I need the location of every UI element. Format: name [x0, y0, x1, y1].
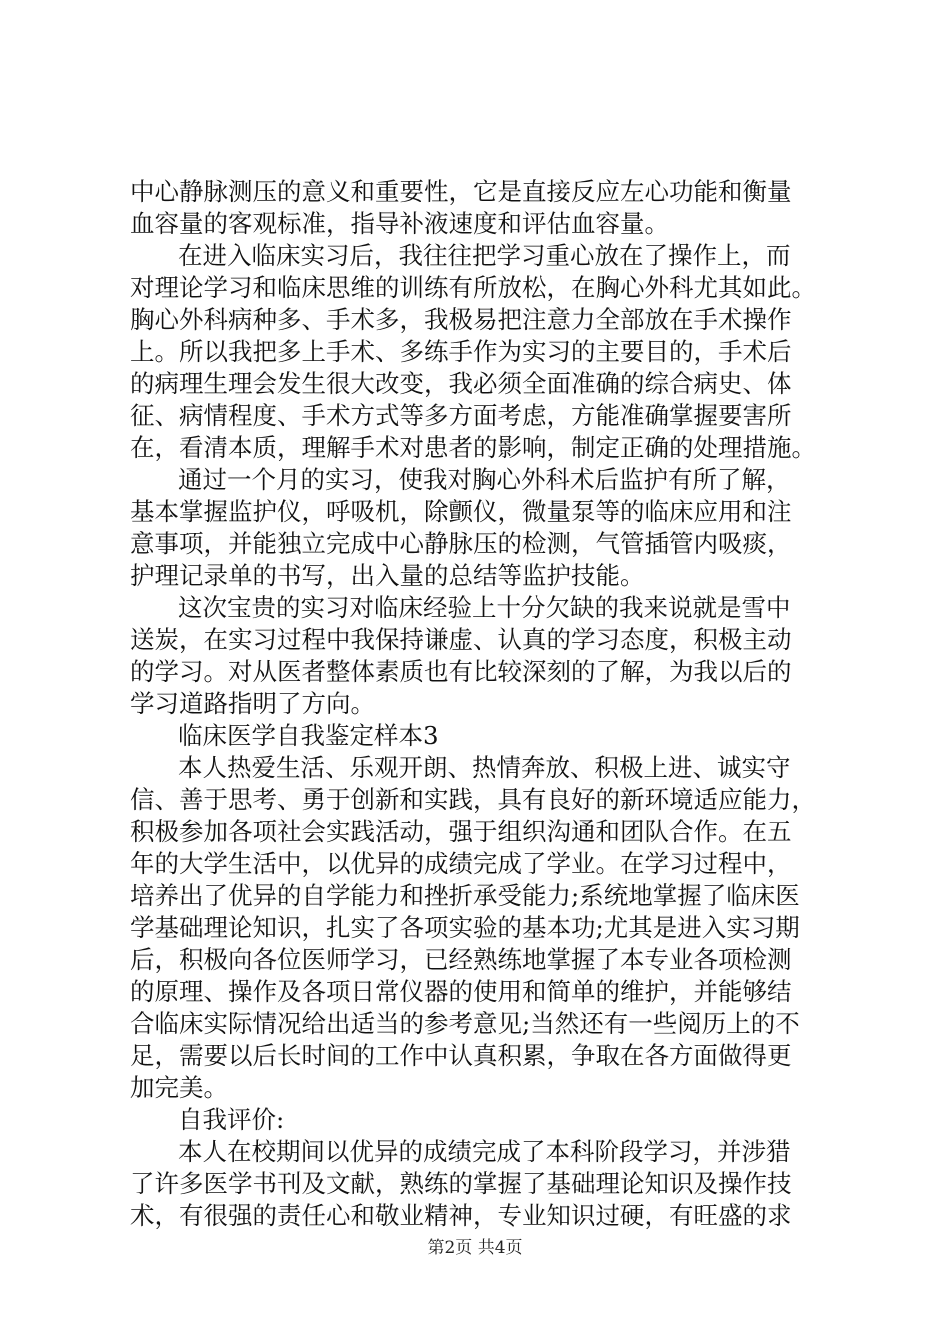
text-line: 意事项，并能独立完成中心静脉压的检测，气管插管内吸痰，	[130, 529, 792, 558]
text-line: 在进入临床实习后，我往往把学习重心放在了操作上，而	[178, 241, 791, 270]
text-line: 加完美。	[130, 1073, 228, 1102]
text-line: 了许多医学书刊及文献，熟练的掌握了基础理论知识及操作技	[130, 1169, 792, 1198]
text-line: 在，看清本质，理解手术对患者的影响，制定正确的处理措施。	[130, 433, 816, 462]
text-line: 通过一个月的实习，使我对胸心外科术后监护有所了解，	[178, 465, 791, 494]
text-line: 足，需要以后长时间的工作中认真积累，争取在各方面做得更	[130, 1041, 792, 1070]
text-line: 征、病情程度、手术方式等多方面考虑，方能准确掌握要害所	[130, 401, 792, 430]
text-line: 学基础理论知识，扎实了各项实验的基本功;尤其是进入实习期	[130, 913, 800, 942]
text-line: 对理论学习和临床思维的训练有所放松，在胸心外科尤其如此。	[130, 273, 816, 302]
text-line: 后，积极向各位医师学习，已经熟练地掌握了本专业各项检测	[130, 945, 792, 974]
text-line: 学习道路指明了方向。	[130, 689, 375, 718]
text-line: 术，有很强的责任心和敬业精神，专业知识过硬，有旺盛的求	[130, 1201, 792, 1230]
text-line: 这次宝贵的实习对临床经验上十分欠缺的我来说就是雪中	[178, 593, 791, 622]
page-number: 第2页 共4页	[427, 1238, 523, 1258]
text-line: 的病理生理会发生很大改变，我必须全面准确的综合病史、体	[130, 369, 792, 398]
text-line: 的学习。对从医者整体素质也有比较深刻的了解，为我以后的	[130, 657, 792, 686]
text-line: 胸心外科病种多、手术多，我极易把注意力全部放在手术操作	[130, 305, 792, 334]
text-line: 基本掌握监护仪，呼吸机，除颤仪，微量泵等的临床应用和注	[130, 497, 792, 526]
text-line: 中心静脉测压的意义和重要性，它是直接反应左心功能和衡量	[130, 177, 792, 206]
text-line: 合临床实际情况给出适当的参考意见;当然还有一些阅历上的不	[130, 1009, 800, 1038]
text-line: 培养出了优异的自学能力和挫折承受能力;系统地掌握了临床医	[130, 881, 800, 910]
text-line: 护理记录单的书写，出入量的总结等监护技能。	[130, 561, 645, 590]
text-line: 本人在校期间以优异的成绩完成了本科阶段学习，并涉猎	[178, 1137, 791, 1166]
text-line: 信、善于思考、勇于创新和实践，具有良好的新环境适应能力，	[130, 785, 816, 814]
text-line: 积极参加各项社会实践活动，强于组织沟通和团队合作。在五	[130, 817, 792, 846]
section-heading: 临床医学自我鉴定样本3	[178, 721, 439, 750]
section-heading: 自我评价:	[178, 1105, 285, 1134]
text-line: 年的大学生活中，以优异的成绩完成了学业。在学习过程中，	[130, 849, 792, 878]
text-line: 血容量的客观标准，指导补液速度和评估血容量。	[130, 209, 669, 238]
text-line: 上。所以我把多上手术、多练手作为实习的主要目的，手术后	[130, 337, 792, 366]
text-line: 送炭，在实习过程中我保持谦虚、认真的学习态度，积极主动	[130, 625, 792, 654]
text-line: 的原理、操作及各项日常仪器的使用和简单的维护，并能够结	[130, 977, 792, 1006]
text-line: 本人热爱生活、乐观开朗、热情奔放、积极上进、诚实守	[178, 753, 791, 782]
